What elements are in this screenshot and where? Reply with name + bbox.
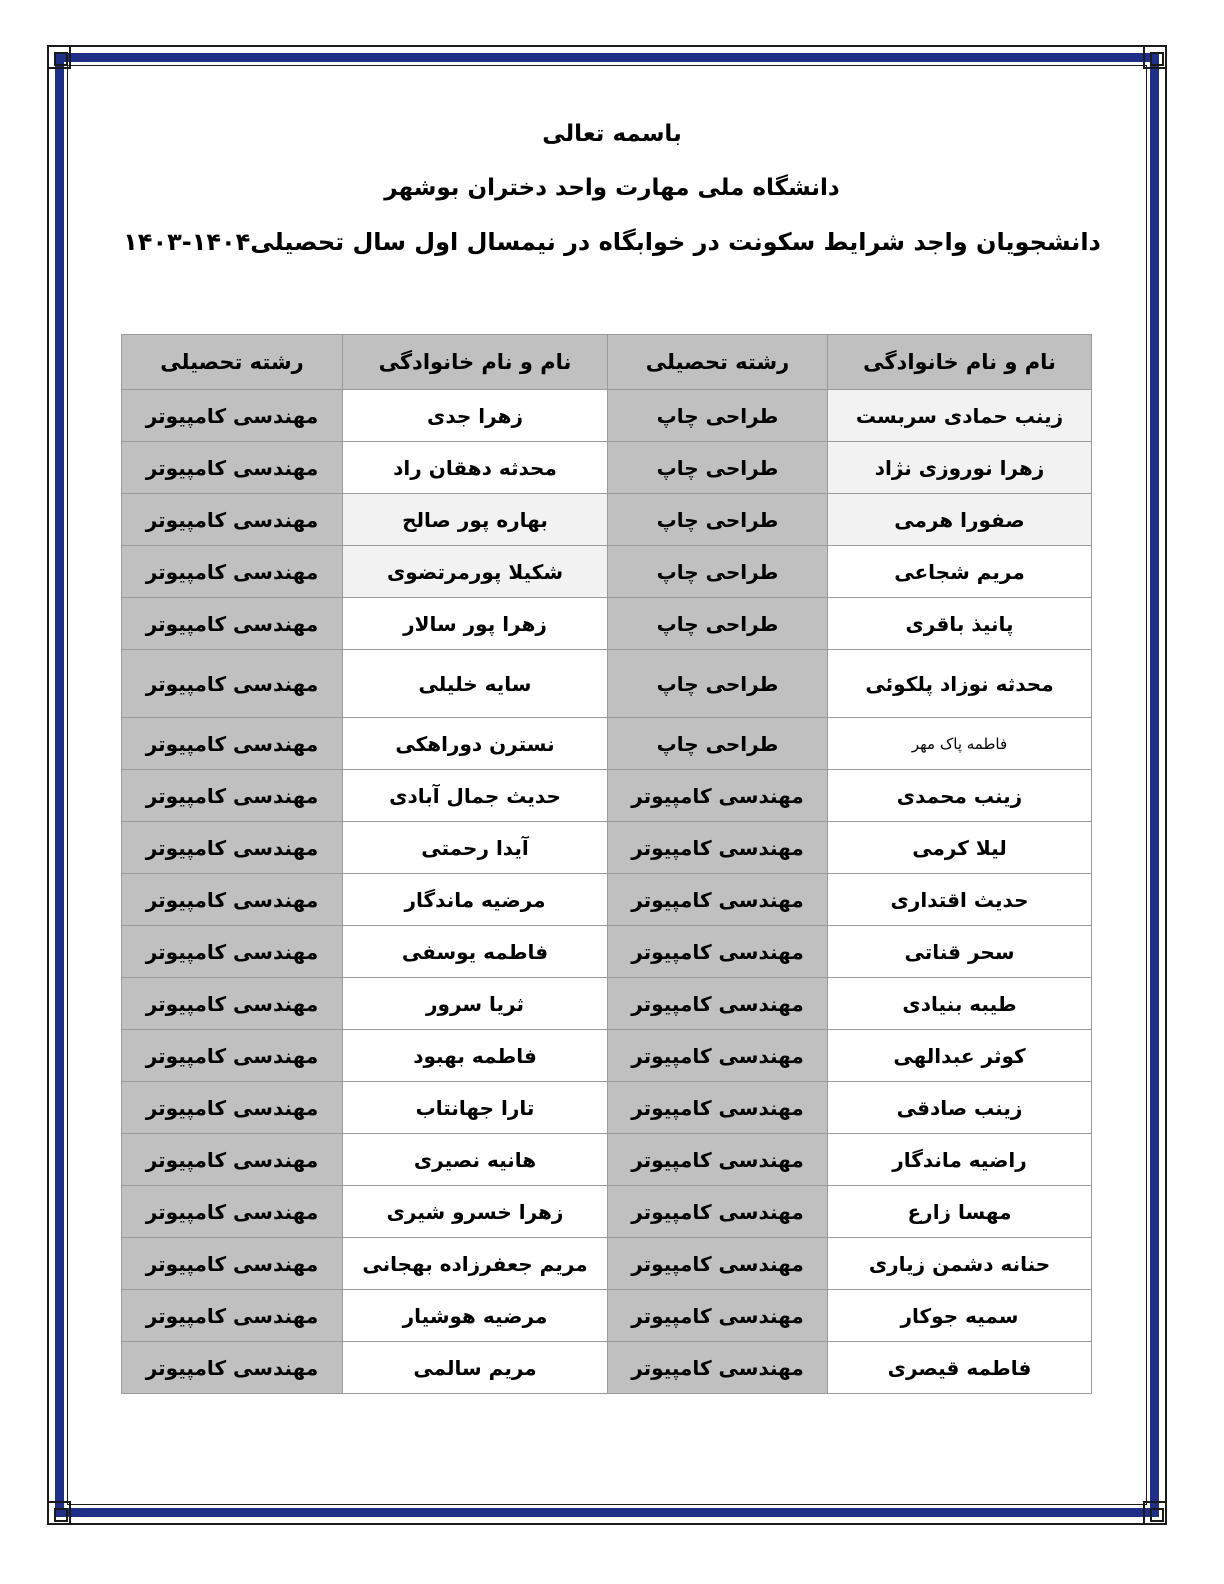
cell-major-1: طراحی چاپ bbox=[608, 650, 828, 718]
cell-major-2: مهندسی کامپیوتر bbox=[122, 546, 343, 598]
table-row bbox=[122, 1082, 1092, 1134]
table-row bbox=[122, 390, 1092, 442]
cell-name-2: مرضیه هوشیار bbox=[343, 1290, 608, 1342]
cell-name-1: زهرا نوروزی نژاد bbox=[828, 442, 1092, 494]
cell-major-1: مهندسی کامپیوتر bbox=[608, 822, 828, 874]
table-row bbox=[122, 718, 1092, 770]
cell-name-2: زهرا پور سالار bbox=[343, 598, 608, 650]
document-header bbox=[120, 120, 1104, 282]
table-row bbox=[122, 770, 1092, 822]
cell-name-1: صفورا هرمی bbox=[828, 494, 1092, 546]
table-row bbox=[122, 598, 1092, 650]
cell-name-1: زینب حمادی سربست bbox=[828, 390, 1092, 442]
cell-major-1: مهندسی کامپیوتر bbox=[608, 978, 828, 1030]
cell-name-1: محدثه نوزاد پلکوئی bbox=[828, 650, 1092, 718]
corner-ornament-bottom-right bbox=[1143, 1501, 1167, 1525]
cell-major-2: مهندسی کامپیوتر bbox=[122, 770, 343, 822]
table-row bbox=[122, 442, 1092, 494]
cell-major-1: مهندسی کامپیوتر bbox=[608, 926, 828, 978]
cell-name-2: هانیه نصیری bbox=[343, 1134, 608, 1186]
table-row bbox=[122, 1186, 1092, 1238]
cell-major-2: مهندسی کامپیوتر bbox=[122, 822, 343, 874]
cell-name-1: راضیه ماندگار bbox=[828, 1134, 1092, 1186]
cell-major-1: مهندسی کامپیوتر bbox=[608, 1030, 828, 1082]
cell-name-2: محدثه دهقان راد bbox=[343, 442, 608, 494]
cell-name-2: تارا جهانتاب bbox=[343, 1082, 608, 1134]
cell-major-1: مهندسی کامپیوتر bbox=[608, 1290, 828, 1342]
cell-major-2: مهندسی کامپیوتر bbox=[122, 598, 343, 650]
cell-name-1: طیبه بنیادی bbox=[828, 978, 1092, 1030]
table-row bbox=[122, 874, 1092, 926]
table-row bbox=[122, 978, 1092, 1030]
corner-ornament-top-left bbox=[47, 45, 71, 69]
cell-major-1: طراحی چاپ bbox=[608, 718, 828, 770]
table-row bbox=[122, 926, 1092, 978]
corner-ornament-top-right bbox=[1143, 45, 1167, 69]
header-major-2: رشته تحصیلی bbox=[122, 335, 343, 390]
header-university: دانشگاه ملی مهارت واحد دختران بوشهر bbox=[384, 175, 840, 201]
cell-name-1: زینب صادقی bbox=[828, 1082, 1092, 1134]
header-invocation: باسمه تعالی bbox=[542, 121, 682, 147]
table-row bbox=[122, 494, 1092, 546]
table-header-row bbox=[122, 335, 1092, 390]
cell-name-1: حدیث اقتداری bbox=[828, 874, 1092, 926]
table-row bbox=[122, 1134, 1092, 1186]
cell-major-2: مهندسی کامپیوتر bbox=[122, 390, 343, 442]
cell-major-2: مهندسی کامپیوتر bbox=[122, 650, 343, 718]
cell-name-1: لیلا کرمی bbox=[828, 822, 1092, 874]
table-row bbox=[122, 822, 1092, 874]
cell-name-1: کوثر عبدالهی bbox=[828, 1030, 1092, 1082]
cell-name-2: شکیلا پورمرتضوی bbox=[343, 546, 608, 598]
table-row bbox=[122, 546, 1092, 598]
cell-name-1: زینب محمدی bbox=[828, 770, 1092, 822]
cell-name-2: فاطمه یوسفی bbox=[343, 926, 608, 978]
cell-name-2: بهاره پور صالح bbox=[343, 494, 608, 546]
cell-major-2: مهندسی کامپیوتر bbox=[122, 1342, 343, 1394]
cell-name-1: حنانه دشمن زیاری bbox=[828, 1238, 1092, 1290]
cell-name-2: آیدا رحمتی bbox=[343, 822, 608, 874]
cell-name-1: فاطمه قیصری bbox=[828, 1342, 1092, 1394]
cell-major-2: مهندسی کامپیوتر bbox=[122, 1134, 343, 1186]
header-name-2: نام و نام خانوادگی bbox=[343, 335, 608, 390]
header-name-1: نام و نام خانوادگی bbox=[828, 335, 1092, 390]
cell-major-2: مهندسی کامپیوتر bbox=[122, 1082, 343, 1134]
cell-name-1: مریم شجاعی bbox=[828, 546, 1092, 598]
table-row bbox=[122, 1238, 1092, 1290]
cell-name-1: سمیه جوکار bbox=[828, 1290, 1092, 1342]
cell-major-2: مهندسی کامپیوتر bbox=[122, 1186, 343, 1238]
cell-name-2: ثریا سرور bbox=[343, 978, 608, 1030]
table-row bbox=[122, 1030, 1092, 1082]
cell-major-2: مهندسی کامپیوتر bbox=[122, 926, 343, 978]
table-row bbox=[122, 1290, 1092, 1342]
cell-name-2: مریم جعفرزاده بهجانی bbox=[343, 1238, 608, 1290]
corner-ornament-bottom-left bbox=[47, 1501, 71, 1525]
students-table bbox=[121, 334, 1092, 1394]
cell-major-1: مهندسی کامپیوتر bbox=[608, 1186, 828, 1238]
cell-major-2: مهندسی کامپیوتر bbox=[122, 442, 343, 494]
cell-name-1: مهسا زارع bbox=[828, 1186, 1092, 1238]
cell-major-2: مهندسی کامپیوتر bbox=[122, 494, 343, 546]
table-row bbox=[122, 650, 1092, 718]
cell-major-1: مهندسی کامپیوتر bbox=[608, 770, 828, 822]
cell-name-2: مریم سالمی bbox=[343, 1342, 608, 1394]
cell-major-1: طراحی چاپ bbox=[608, 598, 828, 650]
table-row bbox=[122, 1342, 1092, 1394]
header-subject: دانشجویان واجد شرایط سکونت در خوابگاه در نیمسال اول سال تحصیلی۱۴۰۴-۱۴۰۳ bbox=[123, 228, 1101, 256]
cell-name-1: فاطمه پاک مهر bbox=[828, 718, 1092, 770]
cell-name-2: زهرا جدی bbox=[343, 390, 608, 442]
cell-major-1: مهندسی کامپیوتر bbox=[608, 1134, 828, 1186]
cell-name-2: فاطمه بهبود bbox=[343, 1030, 608, 1082]
cell-name-2: زهرا خسرو شیری bbox=[343, 1186, 608, 1238]
cell-name-1: پانیذ باقری bbox=[828, 598, 1092, 650]
cell-name-2: حدیث جمال آبادی bbox=[343, 770, 608, 822]
cell-name-2: سایه خلیلی bbox=[343, 650, 608, 718]
cell-major-2: مهندسی کامپیوتر bbox=[122, 1290, 343, 1342]
cell-major-2: مهندسی کامپیوتر bbox=[122, 718, 343, 770]
cell-major-2: مهندسی کامپیوتر bbox=[122, 978, 343, 1030]
cell-major-1: مهندسی کامپیوتر bbox=[608, 1238, 828, 1290]
cell-major-1: طراحی چاپ bbox=[608, 494, 828, 546]
cell-major-1: مهندسی کامپیوتر bbox=[608, 1082, 828, 1134]
cell-major-1: طراحی چاپ bbox=[608, 442, 828, 494]
cell-name-2: مرضیه ماندگار bbox=[343, 874, 608, 926]
header-major-1: رشته تحصیلی bbox=[608, 335, 828, 390]
cell-major-2: مهندسی کامپیوتر bbox=[122, 1238, 343, 1290]
cell-major-1: طراحی چاپ bbox=[608, 546, 828, 598]
cell-major-1: مهندسی کامپیوتر bbox=[608, 874, 828, 926]
cell-major-1: مهندسی کامپیوتر bbox=[608, 1342, 828, 1394]
cell-name-1: سحر قناتی bbox=[828, 926, 1092, 978]
cell-major-2: مهندسی کامپیوتر bbox=[122, 874, 343, 926]
cell-major-1: طراحی چاپ bbox=[608, 390, 828, 442]
cell-major-2: مهندسی کامپیوتر bbox=[122, 1030, 343, 1082]
cell-name-2: نسترن دوراهکی bbox=[343, 718, 608, 770]
